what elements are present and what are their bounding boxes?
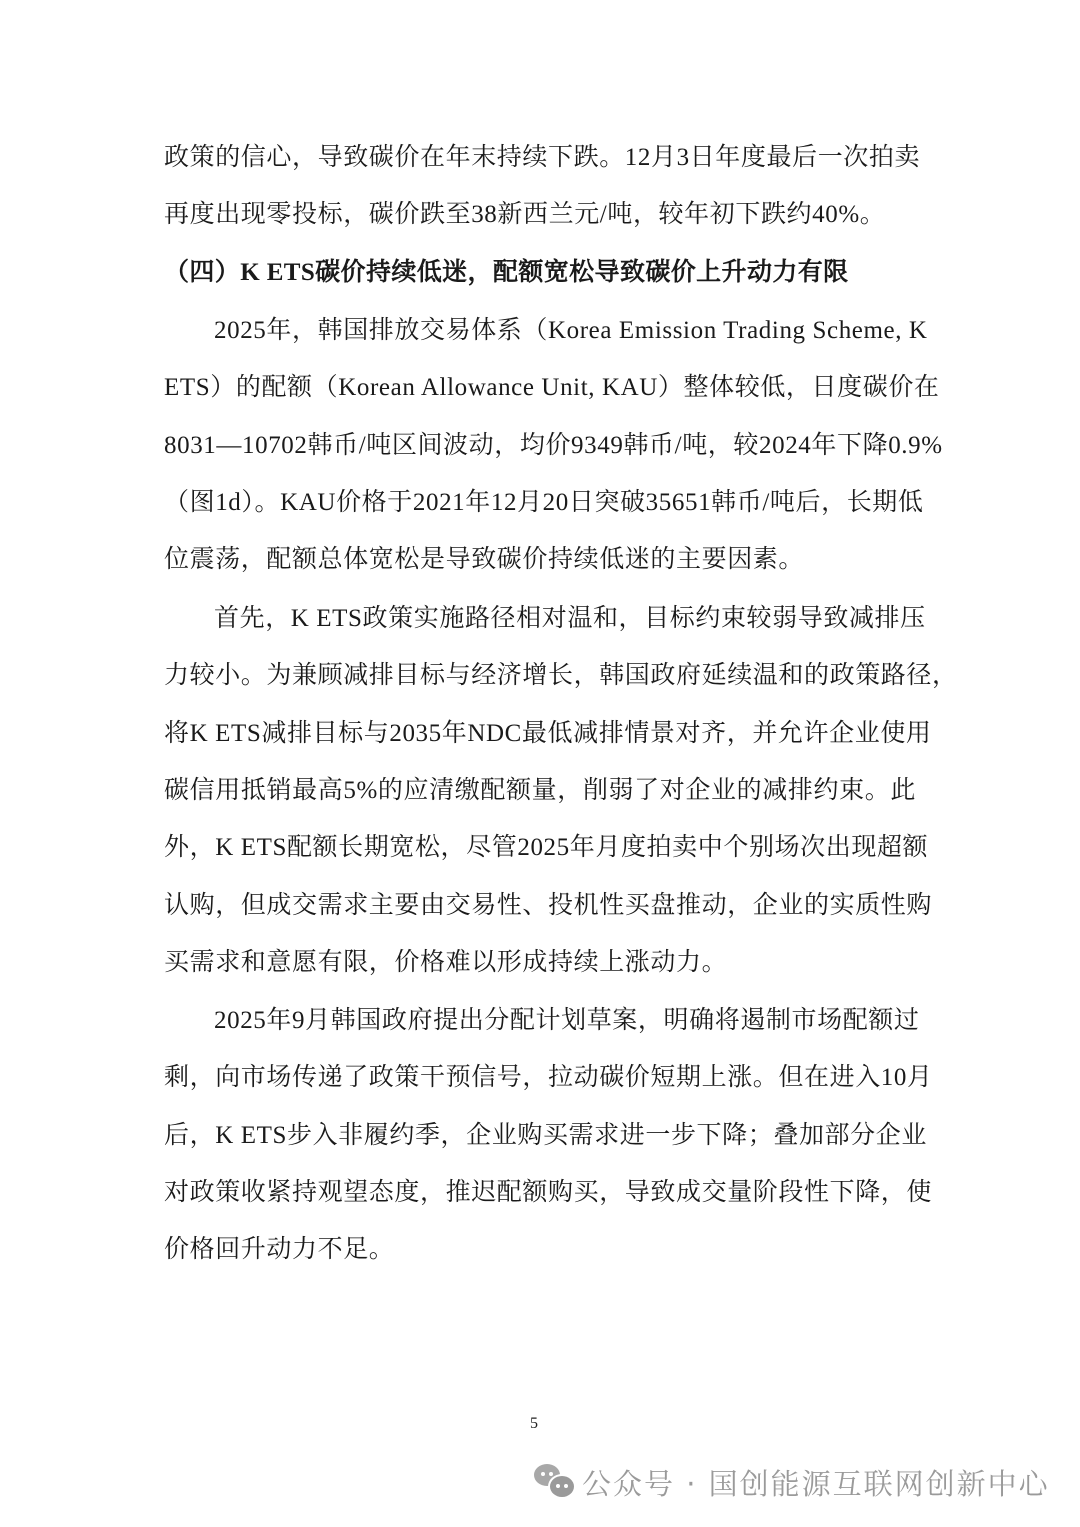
- text-line: 2025年，韩国排放交易体系（Korea Emission Trading Scheme, K: [214, 317, 928, 344]
- text-line: 力较小。为兼顾减排目标与经济增长，韩国政府延续温和的政策路径，: [164, 662, 958, 689]
- text-line: 碳信用抵销最高5%的应清缴配额量，削弱了对企业的减排约束。此: [164, 777, 916, 804]
- text-line: 外，K ETS配额长期宽松，尽管2025年月度拍卖中个别场次出现超额: [164, 834, 929, 861]
- text-line: ETS）的配额（Korean Allowance Unit, KAU）整体较低，日度碳价在: [164, 374, 940, 401]
- text-line: （图1d）。KAU价格于2021年12月20日突破35651韩币/吨后，长期低: [164, 489, 924, 516]
- text-line: 将K ETS减排目标与2035年NDC最低减排情景对齐，并允许企业使用: [164, 720, 932, 747]
- text-line: 买需求和意愿有限，价格难以形成持续上涨动力。: [164, 949, 728, 976]
- text-line: 对政策收紧持观望态度，推迟配额购买，导致成交量阶段性下降，使: [164, 1179, 933, 1206]
- section-heading: （四）K ETS碳价持续低迷，配额宽松导致碳价上升动力有限: [164, 259, 849, 286]
- watermark: [534, 1460, 1050, 1504]
- text-line: 认购，但成交需求主要由交易性、投机性买盘推动，企业的实质性购: [164, 892, 933, 919]
- text-line: 2025年9月韩国政府提出分配计划草案，明确将遏制市场配额过: [214, 1007, 920, 1034]
- text-line: 剩，向市场传递了政策干预信号，拉动碳价短期上涨。但在进入10月: [164, 1064, 933, 1091]
- text-line: 价格回升动力不足。: [164, 1236, 395, 1263]
- text-line: 位震荡，配额总体宽松是导致碳价持续低迷的主要因素。: [164, 546, 805, 573]
- text-line: 政策的信心，导致碳价在年末持续下跌。12月3日年度最后一次拍卖: [164, 144, 921, 171]
- text-line: 首先，K ETS政策实施路径相对温和，目标约束较弱导致减排压: [214, 605, 926, 632]
- page-number: 5: [530, 1415, 538, 1432]
- text-line: 8031—10702韩币/吨区间波动，均价9349韩币/吨，较2024年下降0.9%: [164, 432, 943, 459]
- text-line: 再度出现零投标，碳价跌至38新西兰元/吨，较年初下跌约40%。: [164, 201, 886, 228]
- watermark-text: 公众号 · 国创能源互联网创新中心: [582, 1466, 1050, 1501]
- text-line: 后，K ETS步入非履约季，企业购买需求进一步下降；叠加部分企业: [164, 1122, 927, 1149]
- wechat-icon: [534, 1464, 576, 1500]
